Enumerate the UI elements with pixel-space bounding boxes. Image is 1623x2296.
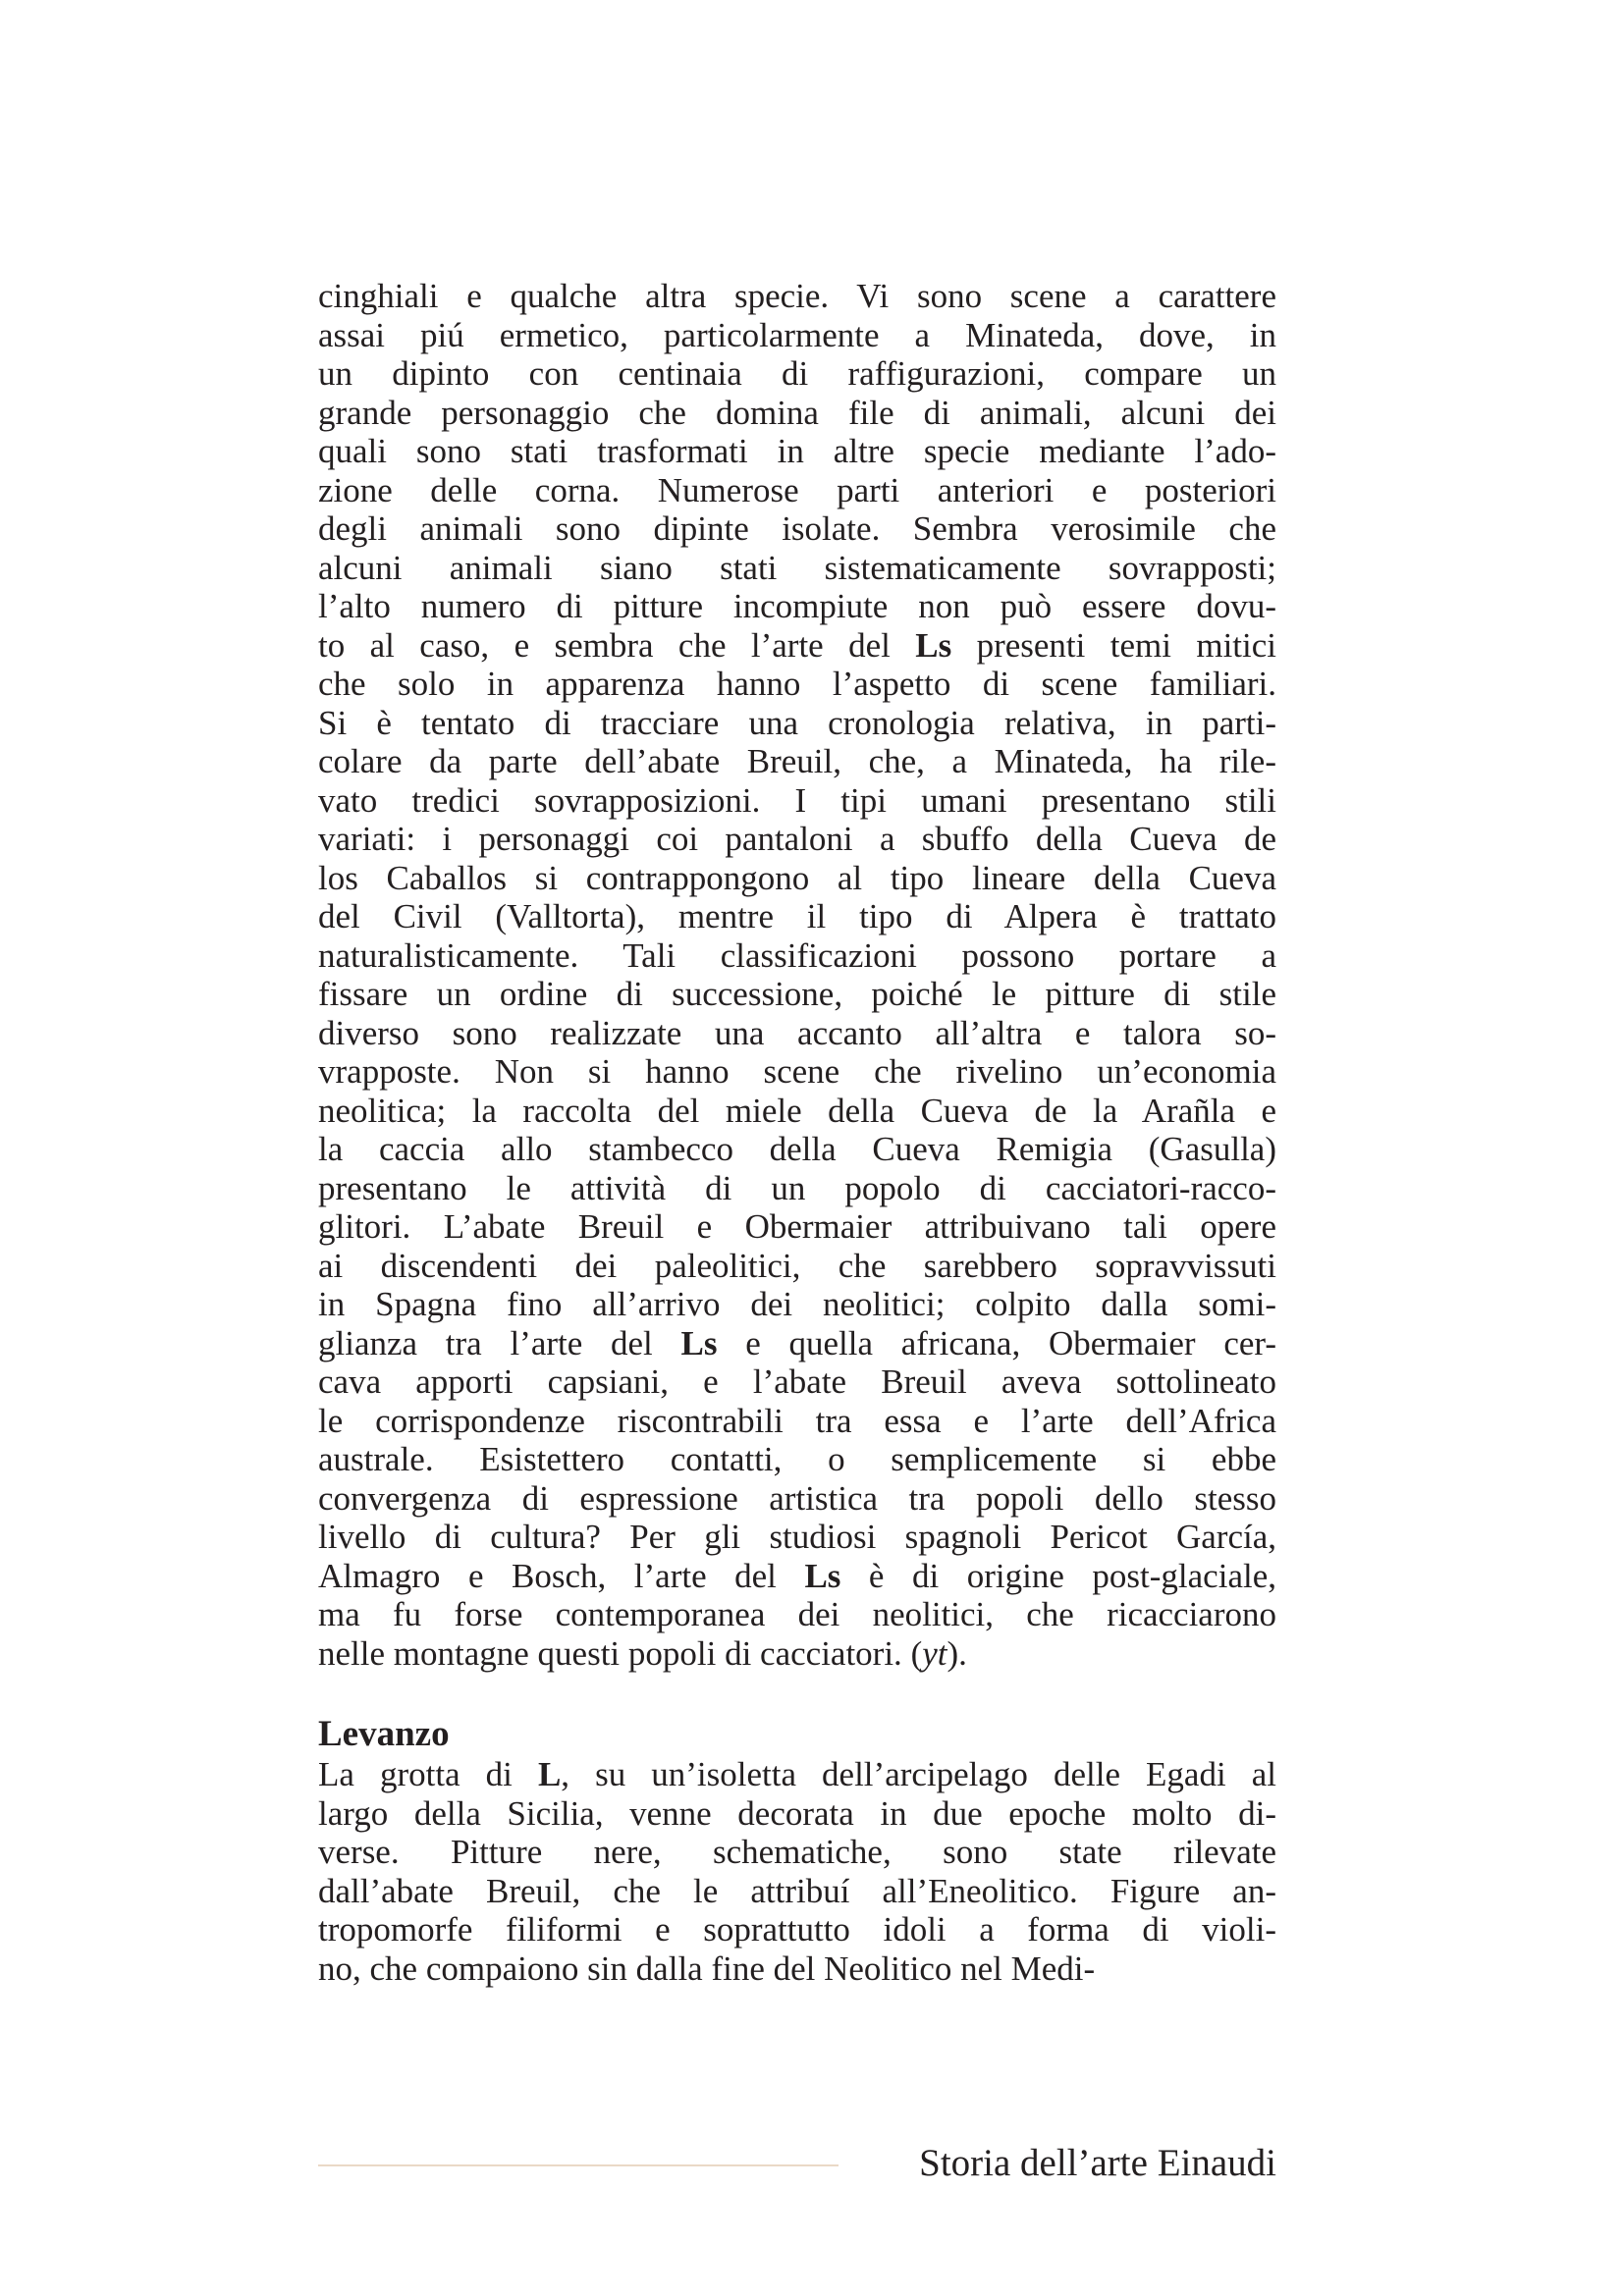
section-line: dall’abate Breuil, che le attribuí all’Eneolitico. Figure an- xyxy=(318,1871,1276,1910)
article-continued xyxy=(318,277,1276,1673)
article-line: le corrispondenze riscontrabili tra essa e l’arte dell’Africa xyxy=(318,1401,1276,1440)
section-line: no, che compaiono sin dalla fine del Neolitico nel Medi- xyxy=(318,1949,1096,1988)
article-line: Almagro e Bosch, l’arte del Ls è di origine post-glaciale, xyxy=(318,1556,1276,1595)
article-line: alcuni animali siano stati sistematicamente sovrapposti; xyxy=(318,548,1276,587)
article-line: quali sono stati trasformati in altre specie mediante l’ado- xyxy=(318,432,1276,470)
article-line: un dipinto con centinaia di raffigurazioni, compare un xyxy=(318,354,1276,393)
article-line: ai discendenti dei paleolitici, che sarebbero sopravvissuti xyxy=(318,1246,1276,1285)
article-line: in Spagna fino all’arrivo dei neolitici; colpito dalla somi- xyxy=(318,1285,1276,1323)
article-line: la caccia allo stambecco della Cueva Remigia (Gasulla) xyxy=(318,1130,1276,1168)
article-line: glianza tra l’arte del Ls e quella africana, Obermaier cer- xyxy=(318,1323,1277,1362)
article-line: colare da parte dell’abate Breuil, che, a Minateda, ha rile- xyxy=(318,742,1276,780)
article-line: australe. Esistettero contatti, o semplicemente si ebbe xyxy=(318,1440,1276,1478)
article-line: variati: i personaggi coi pantaloni a sbuffo della Cueva de xyxy=(318,820,1276,858)
article-line: to al caso, e sembra che l’arte del Ls presenti temi mitici xyxy=(318,625,1277,665)
article-line: convergenza di espressione artistica tra popoli dello stesso xyxy=(318,1478,1276,1518)
article-line: assai piú ermetico, particolarmente a Minateda, dove, in xyxy=(318,315,1276,354)
section-line: La grotta di L, su un’isoletta dell’arcipelago delle Egadi al xyxy=(318,1755,1276,1793)
footer-label: Storia dell’arte Einaudi xyxy=(919,2142,1276,2184)
section-heading: Levanzo xyxy=(318,1714,450,1754)
article-line: nelle montagne questi popoli di cacciatori. (yt). xyxy=(318,1633,967,1673)
article-line: degli animali sono dipinte isolate. Sembra verosimile che xyxy=(318,509,1276,548)
section-line: verse. Pitture nere, schematiche, sono state rilevate xyxy=(318,1833,1276,1871)
article-line: los Caballos si contrappongono al tipo lineare della Cueva xyxy=(318,858,1276,897)
article-line: cava apporti capsiani, e l’abate Breuil aveva sottolineato xyxy=(318,1362,1276,1401)
article-line: vrapposte. Non si hanno scene che rivelino un’economia xyxy=(318,1052,1276,1091)
article-line: zione delle corna. Numerose parti anteriori e posteriori xyxy=(318,470,1276,509)
article-line: naturalisticamente. Tali classificazioni possono portare a xyxy=(318,935,1276,975)
article-line: fissare un ordine di successione, poiché le pitture di stile xyxy=(318,975,1276,1013)
article-line: cinghiali e qualche altra specie. Vi sono scene a carattere xyxy=(318,277,1276,315)
footer-divider xyxy=(318,2164,839,2166)
section-body xyxy=(318,1755,1276,1988)
article-line: glitori. L’abate Breuil e Obermaier attribuivano tali opere xyxy=(318,1207,1276,1246)
article-line: diverso sono realizzate una accanto all’altra e talora so- xyxy=(318,1013,1276,1052)
article-line: livello di cultura? Per gli studiosi spagnoli Pericot García, xyxy=(318,1518,1276,1556)
body-text xyxy=(318,277,1276,1988)
article-line: del Civil (Valltorta), mentre il tipo di Alpera è trattato xyxy=(318,897,1276,935)
article-line: ma fu forse contemporanea dei neolitici, che ricacciarono xyxy=(318,1595,1276,1633)
article-line: l’alto numero di pitture incompiute non può essere dovu- xyxy=(318,587,1276,625)
article-line: che solo in apparenza hanno l’aspetto di scene familiari. xyxy=(318,665,1276,703)
article-line: neolitica; la raccolta del miele della Cueva de la Arañla e xyxy=(318,1091,1276,1130)
article-line: Si è tentato di tracciare una cronologia relativa, in parti- xyxy=(318,703,1276,742)
article-line: vato tredici sovrapposizioni. I tipi umani presentano stili xyxy=(318,780,1276,820)
section-line: largo della Sicilia, venne decorata in due epoche molto di- xyxy=(318,1793,1276,1833)
article-line: presentano le attività di un popolo di cacciatori-racco- xyxy=(318,1168,1276,1207)
article-line: grande personaggio che domina file di animali, alcuni dei xyxy=(318,393,1276,432)
section-line: tropomorfe filiformi e soprattutto idoli a forma di violi- xyxy=(318,1910,1276,1949)
